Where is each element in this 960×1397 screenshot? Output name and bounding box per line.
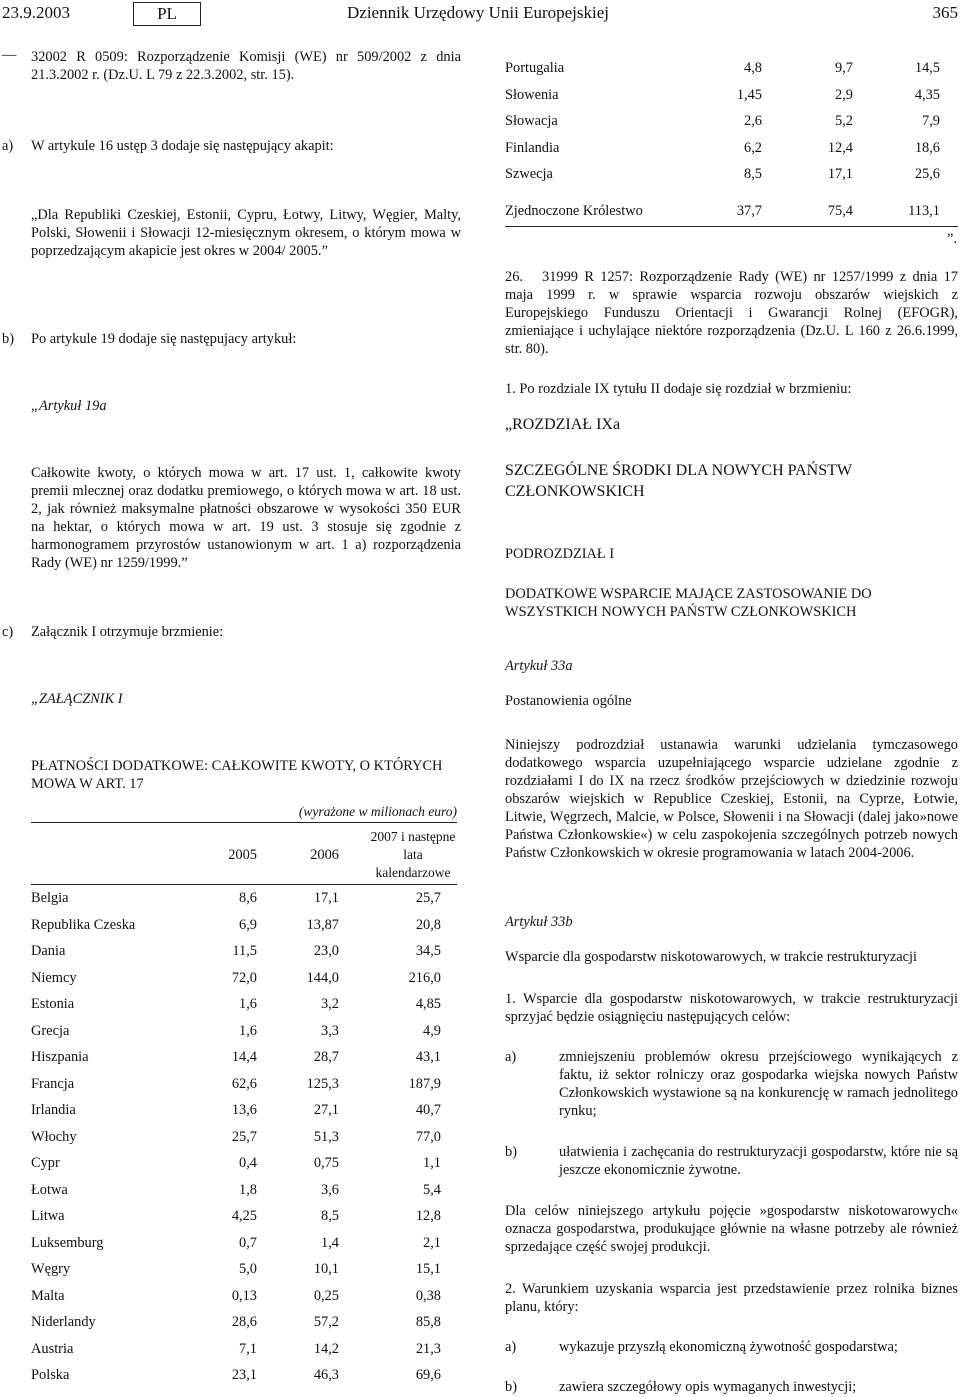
amount-cell: 6,2 (744, 139, 762, 156)
amount-cell: 20,8 (415, 916, 441, 933)
country-name: Belgia (31, 890, 69, 906)
country-name: Węgry (31, 1261, 71, 1277)
amount-cell: 23,1 (231, 1367, 257, 1383)
quote-a: „Dla Republiki Czeskiej, Estonii, Cypru, Łotwy, Litwy, Węgier, Malty, Polski, Słowenii i Słowacji 12-miesięcznym okresem, o którym mowa w poprzedzającym akapicie jest okres w 2004/ 2005.” (31, 207, 461, 259)
paragraph-1b-text: ułatwienia i zachęcania do restrukturyzacji gospodarstw, które nie są jeszcze ekonomicznie żywotne. (559, 1144, 958, 1178)
country-name: Litwa (31, 1208, 65, 1224)
right-table-row (505, 112, 940, 139)
paragraph-2b-text: zawiera szczegółowy opis wymaganych inwestycji; (559, 1379, 857, 1395)
country-name: Łotwa (31, 1181, 68, 1198)
amount-cell: 3,6 (321, 1181, 339, 1198)
left-table-row (31, 1128, 441, 1155)
table-bottom-rule (505, 226, 958, 227)
amount-cell: 72,0 (231, 969, 257, 986)
country-name: Słowacja (505, 113, 558, 129)
country-name: Cypr (31, 1155, 60, 1171)
right-table-row (505, 59, 940, 86)
annex-heading: „ZAŁĄCZNIK I (31, 691, 123, 707)
amount-cell: 14,5 (914, 60, 940, 76)
country-name: Estonia (31, 996, 75, 1012)
left-table-row (31, 969, 441, 996)
amount-cell: 15,1 (415, 1261, 441, 1277)
article-33a-text: Niniejszy podrozdział ustanawia warunki udzielania tymczasowego dodatkowego wsparcia uzupełniającego wsparcie udzielane zgodnie z rozdziałami I do IX na rzecz środków przejściowych w dziedzinie rozwoju obszarów wiejskich w Republice Czeskiej, Estonii, na Cyprze, Łotwie, Litwie, Węgrzech, Malcie, w Polsce, Słowenii i na Słowacji (dalej jako»nowe Państwa Członkowskie«) w celu zaspokojenia szczególnych potrzeb nowych Państw Członkowskich w okresie programowania w latach 2004-2006. (505, 737, 958, 861)
amount-cell: 51,3 (313, 1128, 339, 1145)
amount-cell: 10,1 (313, 1261, 339, 1277)
amount-cell: 12,4 (827, 139, 853, 156)
amount-cell: 62,6 (231, 1075, 257, 1092)
left-table-row (31, 1366, 441, 1393)
article-33b-title: Wsparcie dla gospodarstw niskotowarowych, w trakcie restrukturyzacji (505, 949, 917, 965)
right-table-row (505, 139, 940, 166)
paragraph-2: 2. Warunkiem uzyskania wsparcia jest przedstawienie przez rolnika biznes planu, który: (505, 1281, 958, 1315)
amount-cell: 1,6 (239, 996, 257, 1012)
article-33a-title: Postanowienia ogólne (505, 693, 632, 709)
amount-cell: 0,13 (231, 1287, 257, 1304)
intro-dash: — (2, 47, 17, 63)
chapter-heading: „ROZDZIAŁ IXa (505, 416, 621, 433)
col-header-2007: 2007 i następne lata kalendarzowe (370, 829, 456, 880)
country-name: Niderlandy (31, 1314, 96, 1330)
amount-cell: 14,4 (231, 1049, 257, 1065)
paragraph-1a-text: zmniejszeniu problemów okresu przejściowego wynikających z faktu, iż sektor rolniczy oraz gospodarka wiejska nowych Państw Członkowskich wystawione są na konkurencję w ramach jednolitego rynku; (559, 1049, 958, 1119)
paragraph-2b-label: b) (505, 1379, 517, 1395)
amount-cell: 0,4 (239, 1155, 257, 1171)
amount-cell: 2,6 (744, 113, 762, 129)
left-table-row (31, 1075, 441, 1102)
chapter-title: SZCZEGÓLNE ŚRODKI DLA NOWYCH PAŃSTW CZŁONKOWSKICH (505, 462, 852, 500)
payments-table-continued (505, 59, 940, 228)
amount-cell: 40,7 (415, 1102, 441, 1118)
country-name: Finlandia (505, 139, 560, 156)
right-table-row (505, 192, 940, 229)
amount-cell: 5,0 (239, 1261, 257, 1277)
amount-cell: 9,7 (835, 60, 853, 76)
table-top-rule (31, 822, 457, 823)
country-name: Grecja (31, 1022, 70, 1039)
country-name: Francja (31, 1075, 75, 1092)
amount-cell: 43,1 (415, 1049, 441, 1065)
left-table-row (31, 942, 441, 969)
amount-cell: 57,2 (313, 1314, 339, 1330)
amount-cell: 5,2 (835, 113, 853, 129)
article-33a-heading: Artykuł 33a (505, 658, 573, 674)
item-a-label: a) (2, 138, 14, 154)
payments-table (31, 889, 441, 1393)
right-table-row (505, 165, 940, 192)
article-19a-heading: „Artykuł 19a (31, 398, 107, 414)
left-table-row (31, 1048, 441, 1075)
amount-cell: 0,25 (313, 1287, 339, 1304)
left-table-row (31, 1207, 441, 1234)
amount-cell: 4,9 (423, 1022, 441, 1039)
amount-cell: 2,9 (835, 86, 853, 103)
amount-cell: 1,45 (736, 86, 762, 103)
left-table-row (31, 1234, 441, 1261)
country-name: Luksemburg (31, 1234, 104, 1251)
country-name: Portugalia (505, 60, 565, 76)
country-name: Słowenia (505, 86, 559, 103)
left-table-row (31, 1260, 441, 1287)
amount-cell: 8,5 (321, 1208, 339, 1224)
amount-cell: 8,5 (744, 166, 762, 182)
item-b-label: b) (2, 331, 14, 347)
amount-cell: 2,1 (423, 1234, 441, 1251)
amount-cell: 4,8 (744, 60, 762, 76)
amount-cell: 216,0 (408, 969, 441, 986)
amount-cell: 144,0 (306, 969, 339, 986)
left-table-row (31, 1181, 441, 1208)
table-close-quote: ”. (947, 231, 957, 247)
table-header-rule (31, 884, 457, 885)
col-header-2005: 2005 (228, 847, 257, 863)
country-name: Włochy (31, 1128, 77, 1145)
left-table-row (31, 1154, 441, 1181)
article-19a-text: Całkowite kwoty, o których mowa w art. 17 ust. 1, całkowite kwoty premii mlecznej oraz dodatku premiowego, o których mowa w art. 18 ust. 2, jak również maksymalne płatności obszarowe w wysokości 350 EUR na hektar, o których mowa w art. 19 ust. 3 stosuje się zgodnie z harmonogramem przyrostów ustanowionym w art. 1 a) rozporządzenia Rady (WE) nr 1259/1999.” (31, 465, 461, 571)
amount-cell: 25,7 (415, 890, 441, 906)
country-name: Zjednoczone Królestwo (505, 202, 643, 219)
amount-cell: 7,9 (922, 113, 940, 129)
left-table-row (31, 1022, 441, 1049)
amount-cell: 17,1 (313, 890, 339, 906)
right-table-row (505, 86, 940, 113)
country-name: Irlandia (31, 1102, 76, 1118)
amount-cell: 1,4 (321, 1234, 339, 1251)
amount-cell: 125,3 (306, 1075, 339, 1092)
amount-cell: 75,4 (827, 202, 853, 219)
amount-cell: 3,2 (321, 996, 339, 1012)
language-badge: PL (133, 2, 201, 26)
amount-cell: 4,25 (231, 1208, 257, 1224)
intro-reference: 32002 R 0509: Rozporządzenie Komisji (WE) nr 509/2002 z dnia 21.3.2002 r. (Dz.U. L 79 z 22.3.2002, str. 15). (31, 49, 461, 83)
subchapter-heading: PODROZDZIAŁ I (505, 546, 615, 562)
paragraph-2a-label: a) (505, 1339, 517, 1355)
paragraph-1b-label: b) (505, 1144, 517, 1160)
amount-cell: 0,75 (313, 1155, 339, 1171)
left-table-row (31, 916, 441, 943)
amount-cell: 46,3 (313, 1367, 339, 1383)
point-1: 1. Po rozdziale IX tytułu II dodaje się rozdział w brzmieniu: (505, 381, 852, 397)
amount-cell: 69,6 (415, 1367, 441, 1383)
amount-cell: 12,8 (415, 1208, 441, 1224)
amount-cell: 1,6 (239, 1022, 257, 1039)
amount-cell: 1,8 (239, 1181, 257, 1198)
amount-cell: 4,85 (415, 996, 441, 1012)
journal-title: Dziennik Urzędowy Unii Europejskiej (347, 3, 610, 22)
amount-cell: 85,8 (415, 1314, 441, 1330)
left-table-row (31, 1287, 441, 1314)
amount-cell: 28,6 (231, 1314, 257, 1330)
amount-cell: 34,5 (415, 943, 441, 959)
col-header-2006: 2006 (310, 847, 339, 863)
item-26-number: 26. (505, 269, 523, 285)
amount-cell: 25,6 (914, 166, 940, 182)
amount-cell: 17,1 (827, 166, 853, 182)
item-26-text: 31999 R 1257: Rozporządzenie Rady (WE) nr 1257/1999 z dnia 17 maja 1999 r. w sprawie wsparcia rozwoju obszarów wiejskich z Europejskiego Funduszu Orientacji i Gwarancji Rolnej (EFOGR), zmieniające i uchylające niektóre rozporządzenia (Dz.U. L 160 z 26.6.1999, str. 80). (505, 269, 958, 357)
annex-title: PŁATNOŚCI DODATKOWE: CAŁKOWITE KWOTY, O KTÓRYCH MOWA W ART. 17 (31, 758, 443, 792)
subchapter-title: DODATKOWE WSPARCIE MAJĄCE ZASTOSOWANIE DO WSZYSTKICH NOWYCH PAŃSTW CZŁONKOWSKICH (505, 586, 872, 620)
article-33b-heading: Artykuł 33b (505, 914, 573, 930)
page-number: 365 (932, 3, 958, 22)
country-name: Szwecja (505, 166, 553, 182)
amount-cell: 14,2 (313, 1340, 339, 1357)
amount-cell: 7,1 (239, 1340, 257, 1357)
amount-cell: 0,7 (239, 1234, 257, 1251)
amount-cell: 23,0 (313, 943, 339, 959)
amount-cell: 8,6 (239, 890, 257, 906)
country-name: Austria (31, 1340, 74, 1357)
amount-cell: 4,35 (914, 86, 940, 103)
amount-cell: 187,9 (408, 1075, 441, 1092)
country-name: Malta (31, 1287, 65, 1304)
left-table-row (31, 995, 441, 1022)
amount-cell: 13,87 (306, 916, 339, 933)
item-b-text: Po artykule 19 dodaje się następujacy artykuł: (31, 331, 297, 347)
amount-cell: 1,1 (423, 1155, 441, 1171)
amount-cell: 27,1 (313, 1102, 339, 1118)
left-table-row (31, 1340, 441, 1367)
amount-cell: 28,7 (313, 1049, 339, 1065)
amount-cell: 11,5 (232, 943, 257, 959)
country-name: Polska (31, 1367, 70, 1383)
paragraph-1a-label: a) (505, 1049, 517, 1065)
amount-cell: 6,9 (239, 916, 257, 933)
header-date: 23.9.2003 (2, 3, 70, 22)
unit-note: (wyrażone w milionach euro) (298, 804, 457, 819)
country-name: Republika Czeska (31, 916, 136, 933)
paragraph-1: 1. Wsparcie dla gospodarstw niskotowarowych, w trakcie restrukturyzacji sprzyjać będzie osiągnięciu następujących celów: (505, 991, 958, 1025)
definition-paragraph: Dla celów niniejszego artykułu pojęcie »gospodarstw niskotowarowych« oznacza gospodarstwa, produkujące głównie na własne potrzeby ale również sprzedające część swojej produkcji. (505, 1203, 958, 1255)
amount-cell: 0,38 (415, 1287, 441, 1304)
amount-cell: 21,3 (415, 1340, 441, 1357)
left-table-row (31, 1313, 441, 1340)
left-table-row (31, 889, 441, 916)
amount-cell: 113,1 (908, 202, 940, 219)
item-c-label: c) (2, 624, 14, 640)
country-name: Niemcy (31, 969, 77, 986)
amount-cell: 5,4 (423, 1181, 441, 1198)
item-a-text: W artykule 16 ustęp 3 dodaje się następujący akapit: (31, 138, 334, 154)
amount-cell: 77,0 (415, 1128, 441, 1145)
amount-cell: 3,3 (321, 1022, 339, 1039)
country-name: Dania (31, 943, 66, 959)
left-table-row (31, 1101, 441, 1128)
amount-cell: 25,7 (231, 1128, 257, 1145)
item-c-text: Załącznik I otrzymuje brzmienie: (31, 624, 224, 640)
country-name: Hiszpania (31, 1049, 89, 1065)
amount-cell: 18,6 (914, 139, 940, 156)
amount-cell: 37,7 (736, 202, 762, 219)
amount-cell: 13,6 (231, 1102, 257, 1118)
paragraph-2a-text: wykazuje przyszłą ekonomiczną żywotność gospodarstwa; (559, 1339, 898, 1355)
